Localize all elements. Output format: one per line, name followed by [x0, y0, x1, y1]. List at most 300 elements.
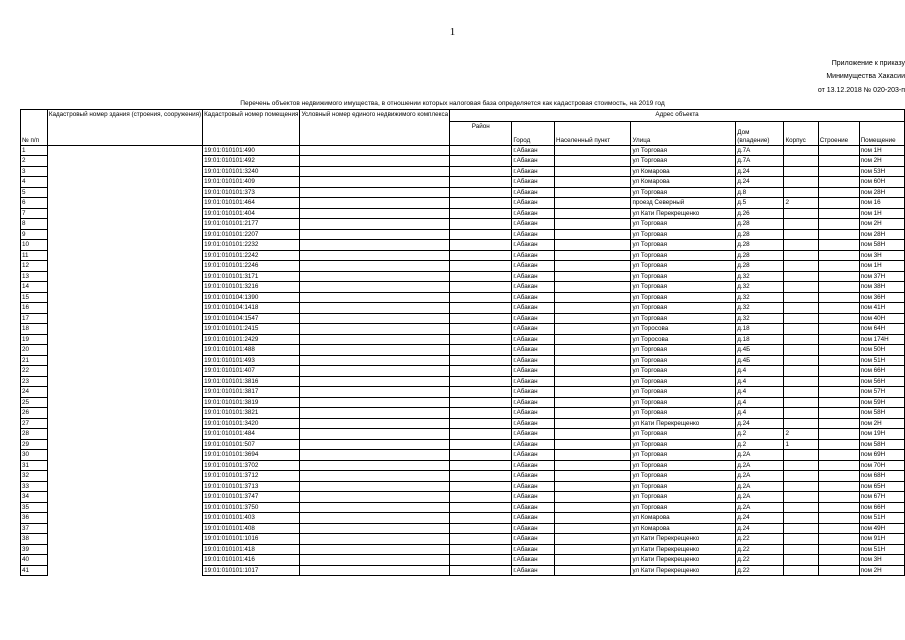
cell-korpus [784, 544, 818, 555]
cell-korpus [784, 187, 818, 198]
cell-num: 25 [21, 397, 48, 408]
cell-cad-building [47, 334, 202, 345]
cell-street: ул Торговая [631, 187, 736, 198]
header-unified: Условный номер единого недвижимого комплекса [300, 110, 450, 146]
cell-room: пом 51Н [859, 544, 904, 555]
cell-cad-building [47, 156, 202, 167]
cell-district [450, 334, 512, 345]
cell-cad-building [47, 187, 202, 198]
cell-settlement [554, 271, 630, 282]
cell-cad-room: 19:01:010101:1016 [203, 534, 300, 545]
cell-cad-room: 19:01:010101:2242 [203, 250, 300, 261]
cell-unified [300, 471, 450, 482]
page-number: 1 [449, 26, 456, 38]
cell-korpus: 2 [784, 429, 818, 440]
cell-korpus: 2 [784, 198, 818, 209]
cell-house: д.4Б [736, 345, 784, 356]
table-row [21, 219, 905, 230]
cell-unified [300, 177, 450, 188]
cell-korpus [784, 177, 818, 188]
cell-district [450, 271, 512, 282]
cell-city: г.Абакан [512, 397, 555, 408]
cell-house: д.2А [736, 502, 784, 513]
cell-settlement [554, 376, 630, 387]
cell-cad-room: 19:01:010104:1418 [203, 303, 300, 314]
cell-building [818, 198, 859, 209]
cell-korpus [784, 292, 818, 303]
header-settlement: Населенный пункт [554, 121, 630, 145]
cell-district [450, 397, 512, 408]
cell-street: ул Кати Перекрещенко [631, 555, 736, 566]
cell-district [450, 366, 512, 377]
cell-city: г.Абакан [512, 208, 555, 219]
table-row [21, 177, 905, 188]
cell-room: пом 2Н [859, 156, 904, 167]
cell-room: пом 51Н [859, 513, 904, 524]
cell-korpus [784, 166, 818, 177]
cell-num: 7 [21, 208, 48, 219]
table-row [21, 271, 905, 282]
cell-city: г.Абакан [512, 387, 555, 398]
cell-building [818, 219, 859, 230]
cell-korpus [784, 513, 818, 524]
cell-cad-building [47, 534, 202, 545]
cell-settlement [554, 471, 630, 482]
cell-unified [300, 387, 450, 398]
cell-num: 23 [21, 376, 48, 387]
cell-unified [300, 408, 450, 419]
cell-num: 19 [21, 334, 48, 345]
cell-room: пом 57Н [859, 387, 904, 398]
cell-room: пом 19Н [859, 429, 904, 440]
cell-cad-room: 19:01:010101:3713 [203, 481, 300, 492]
cell-district [450, 513, 512, 524]
cell-room: пом 174Н [859, 334, 904, 345]
cell-korpus [784, 492, 818, 503]
cell-street: ул Комарова [631, 523, 736, 534]
cell-city: г.Абакан [512, 492, 555, 503]
cell-unified [300, 513, 450, 524]
cell-unified [300, 565, 450, 576]
cell-house: д.28 [736, 261, 784, 272]
cell-house: д.7А [736, 145, 784, 156]
cell-korpus [784, 387, 818, 398]
header-house: Дом (владение) [736, 121, 784, 145]
cell-settlement [554, 187, 630, 198]
cell-building [818, 555, 859, 566]
header-cad-building: Кадастровый номер здания (строения, сооружения) [47, 110, 202, 146]
cell-house: д.2А [736, 492, 784, 503]
cell-district [450, 145, 512, 156]
cell-district [450, 208, 512, 219]
cell-cad-building [47, 471, 202, 482]
cell-house: д.24 [736, 523, 784, 534]
cell-building [818, 408, 859, 419]
cell-cad-room: 19:01:010101:3750 [203, 502, 300, 513]
cell-street: ул Торговая [631, 250, 736, 261]
cell-korpus [784, 303, 818, 314]
cell-building [818, 187, 859, 198]
table-row [21, 534, 905, 545]
cell-unified [300, 345, 450, 356]
cell-city: г.Абакан [512, 450, 555, 461]
cell-cad-room: 19:01:010101:3712 [203, 471, 300, 482]
cell-district [450, 555, 512, 566]
cell-settlement [554, 292, 630, 303]
cell-settlement [554, 544, 630, 555]
cell-city: г.Абакан [512, 513, 555, 524]
cell-korpus [784, 282, 818, 293]
cell-building [818, 471, 859, 482]
table-row [21, 471, 905, 482]
cell-city: г.Абакан [512, 219, 555, 230]
cell-room: пом 53Н [859, 166, 904, 177]
cell-room: пом 70Н [859, 460, 904, 471]
cell-house: д.7А [736, 156, 784, 167]
cell-district [450, 492, 512, 503]
cell-cad-room: 19:01:010101:464 [203, 198, 300, 209]
cell-building [818, 145, 859, 156]
cell-house: д.22 [736, 534, 784, 545]
cell-korpus [784, 313, 818, 324]
cell-district [450, 250, 512, 261]
cell-street: ул Кати Перекрещенко [631, 418, 736, 429]
cell-num: 11 [21, 250, 48, 261]
table-row [21, 418, 905, 429]
cell-street: ул Торговая [631, 282, 736, 293]
cell-korpus [784, 334, 818, 345]
cell-district [450, 219, 512, 230]
cell-district [450, 534, 512, 545]
cell-city: г.Абакан [512, 376, 555, 387]
cell-unified [300, 261, 450, 272]
cell-street: ул Торговая [631, 460, 736, 471]
cell-unified [300, 208, 450, 219]
table-row [21, 166, 905, 177]
cell-street: ул Торговая [631, 481, 736, 492]
cell-unified [300, 523, 450, 534]
cell-city: г.Абакан [512, 229, 555, 240]
cell-num: 32 [21, 471, 48, 482]
cell-settlement [554, 324, 630, 335]
cell-building [818, 502, 859, 513]
cell-cad-building [47, 345, 202, 356]
cell-city: г.Абакан [512, 471, 555, 482]
cell-korpus [784, 471, 818, 482]
cell-korpus [784, 523, 818, 534]
cell-cad-building [47, 198, 202, 209]
cell-street: ул Торговая [631, 502, 736, 513]
cell-district [450, 376, 512, 387]
cell-cad-room: 19:01:010101:2177 [203, 219, 300, 230]
cell-house: д.2А [736, 471, 784, 482]
cell-street: ул Торговая [631, 471, 736, 482]
cell-cad-building [47, 166, 202, 177]
cell-city: г.Абакан [512, 345, 555, 356]
cell-cad-building [47, 555, 202, 566]
cell-unified [300, 324, 450, 335]
cell-cad-building [47, 219, 202, 230]
cell-cad-building [47, 324, 202, 335]
cell-unified [300, 156, 450, 167]
cell-korpus [784, 345, 818, 356]
cell-building [818, 565, 859, 576]
cell-street: ул Торговая [631, 387, 736, 398]
table-row [21, 450, 905, 461]
cell-num: 10 [21, 240, 48, 251]
cell-room: пом 1Н [859, 261, 904, 272]
table-row [21, 523, 905, 534]
cell-settlement [554, 429, 630, 440]
cell-unified [300, 429, 450, 440]
cell-unified [300, 271, 450, 282]
cell-settlement [554, 418, 630, 429]
cell-building [818, 229, 859, 240]
cell-house: д.2А [736, 481, 784, 492]
cell-unified [300, 450, 450, 461]
cell-settlement [554, 450, 630, 461]
cell-district [450, 544, 512, 555]
cell-settlement [554, 492, 630, 503]
cell-street: ул Торговая [631, 397, 736, 408]
cell-unified [300, 492, 450, 503]
table-row [21, 513, 905, 524]
cell-num: 37 [21, 523, 48, 534]
cell-room: пом 58Н [859, 240, 904, 251]
cell-korpus [784, 376, 818, 387]
cell-city: г.Абакан [512, 534, 555, 545]
header-street: Улица [631, 121, 736, 145]
cell-cad-building [47, 565, 202, 576]
appendix-line-1: Приложение к приказу [831, 60, 905, 67]
cell-num: 13 [21, 271, 48, 282]
header-building: Строение [818, 121, 859, 145]
cell-cad-building [47, 492, 202, 503]
cell-house: д.4 [736, 397, 784, 408]
cell-city: г.Абакан [512, 544, 555, 555]
cell-num: 22 [21, 366, 48, 377]
cell-unified [300, 282, 450, 293]
cell-house: д.24 [736, 177, 784, 188]
cell-num: 39 [21, 544, 48, 555]
cell-settlement [554, 229, 630, 240]
table-row [21, 187, 905, 198]
cell-district [450, 471, 512, 482]
cell-cad-building [47, 502, 202, 513]
cell-city: г.Абакан [512, 481, 555, 492]
cell-korpus [784, 450, 818, 461]
cell-korpus: 1 [784, 439, 818, 450]
table-row [21, 492, 905, 503]
cell-city: г.Абакан [512, 156, 555, 167]
cell-cad-building [47, 523, 202, 534]
cell-district [450, 460, 512, 471]
table-row [21, 208, 905, 219]
cell-num: 36 [21, 513, 48, 524]
cell-building [818, 366, 859, 377]
cell-unified [300, 334, 450, 345]
cell-settlement [554, 397, 630, 408]
cell-room: пом 56Н [859, 376, 904, 387]
cell-cad-room: 19:01:010101:2207 [203, 229, 300, 240]
appendix-line-3: от 13.12.2018 № 020-203-п [817, 87, 905, 94]
cell-district [450, 303, 512, 314]
cell-house: д.22 [736, 544, 784, 555]
cell-cad-building [47, 261, 202, 272]
header-num: № п/п [21, 110, 48, 146]
cell-street: ул Торговая [631, 355, 736, 366]
cell-room: пом 58Н [859, 439, 904, 450]
cell-cad-room: 19:01:010101:2232 [203, 240, 300, 251]
table-row [21, 408, 905, 419]
header-korpus: Корпус [784, 121, 818, 145]
cell-street: ул Торговая [631, 271, 736, 282]
cell-house: д.28 [736, 240, 784, 251]
cell-korpus [784, 418, 818, 429]
cell-cad-room: 19:01:010101:408 [203, 523, 300, 534]
cell-room: пом 2Н [859, 565, 904, 576]
cell-num: 15 [21, 292, 48, 303]
cell-city: г.Абакан [512, 282, 555, 293]
cell-district [450, 177, 512, 188]
cell-street: ул Комарова [631, 177, 736, 188]
cell-house: д.32 [736, 313, 784, 324]
cell-street: ул Торговая [631, 240, 736, 251]
cell-korpus [784, 219, 818, 230]
cell-korpus [784, 397, 818, 408]
cell-building [818, 271, 859, 282]
cell-city: г.Абакан [512, 523, 555, 534]
cell-settlement [554, 387, 630, 398]
property-table [20, 109, 905, 576]
cell-room: пом 38Н [859, 282, 904, 293]
cell-house: д.22 [736, 565, 784, 576]
cell-settlement [554, 502, 630, 513]
cell-cad-room: 19:01:010101:3216 [203, 282, 300, 293]
cell-cad-building [47, 303, 202, 314]
cell-street: ул Торговая [631, 156, 736, 167]
cell-num: 21 [21, 355, 48, 366]
cell-district [450, 187, 512, 198]
cell-building [818, 324, 859, 335]
cell-room: пом 28Н [859, 187, 904, 198]
cell-street: ул Торосова [631, 334, 736, 345]
cell-city: г.Абакан [512, 334, 555, 345]
cell-room: пом 41Н [859, 303, 904, 314]
cell-settlement [554, 166, 630, 177]
cell-korpus [784, 460, 818, 471]
cell-settlement [554, 513, 630, 524]
cell-city: г.Абакан [512, 271, 555, 282]
cell-street: ул Торговая [631, 429, 736, 440]
cell-city: г.Абакан [512, 565, 555, 576]
cell-cad-room: 19:01:010101:2415 [203, 324, 300, 335]
cell-city: г.Абакан [512, 460, 555, 471]
cell-settlement [554, 145, 630, 156]
cell-room: пом 16 [859, 198, 904, 209]
cell-street: ул Торговая [631, 492, 736, 503]
cell-cad-room: 19:01:010101:2246 [203, 261, 300, 272]
cell-house: д.28 [736, 250, 784, 261]
cell-street: ул Торговая [631, 229, 736, 240]
cell-korpus [784, 502, 818, 513]
cell-building [818, 240, 859, 251]
cell-korpus [784, 408, 818, 419]
cell-num: 3 [21, 166, 48, 177]
cell-unified [300, 555, 450, 566]
cell-unified [300, 397, 450, 408]
cell-unified [300, 366, 450, 377]
cell-district [450, 345, 512, 356]
table-row [21, 481, 905, 492]
cell-city: г.Абакан [512, 240, 555, 251]
appendix-line-2: Минимущества Хакасии [826, 73, 905, 80]
cell-district [450, 229, 512, 240]
table-row [21, 229, 905, 240]
cell-city: г.Абакан [512, 187, 555, 198]
cell-room: пом 50Н [859, 345, 904, 356]
table-row [21, 145, 905, 156]
cell-cad-building [47, 429, 202, 440]
cell-house: д.2 [736, 429, 784, 440]
cell-cad-building [47, 408, 202, 419]
header-district: Район [450, 121, 512, 145]
cell-house: д.28 [736, 219, 784, 230]
cell-cad-room: 19:01:010101:492 [203, 156, 300, 167]
cell-house: д.32 [736, 271, 784, 282]
cell-district [450, 523, 512, 534]
cell-settlement [554, 555, 630, 566]
cell-building [818, 250, 859, 261]
header-room: Помещение [859, 121, 904, 145]
cell-num: 40 [21, 555, 48, 566]
cell-num: 27 [21, 418, 48, 429]
cell-street: ул Комарова [631, 513, 736, 524]
cell-street: ул Торговая [631, 145, 736, 156]
cell-room: пом 68Н [859, 471, 904, 482]
cell-num: 24 [21, 387, 48, 398]
cell-district [450, 439, 512, 450]
cell-house: д.2А [736, 460, 784, 471]
cell-building [818, 208, 859, 219]
cell-settlement [554, 366, 630, 377]
cell-num: 1 [21, 145, 48, 156]
cell-building [818, 450, 859, 461]
cell-district [450, 481, 512, 492]
cell-num: 31 [21, 460, 48, 471]
cell-house: д.22 [736, 555, 784, 566]
cell-district [450, 324, 512, 335]
cell-city: г.Абакан [512, 439, 555, 450]
cell-cad-room: 19:01:010101:3817 [203, 387, 300, 398]
table-row [21, 565, 905, 576]
table-row [21, 250, 905, 261]
cell-building [818, 523, 859, 534]
cell-room: пом 65Н [859, 481, 904, 492]
header-cad-room: Кадастровый номер помещения [203, 110, 300, 146]
cell-building [818, 429, 859, 440]
cell-num: 38 [21, 534, 48, 545]
cell-korpus [784, 481, 818, 492]
cell-building [818, 303, 859, 314]
cell-cad-building [47, 208, 202, 219]
cell-settlement [554, 460, 630, 471]
cell-settlement [554, 481, 630, 492]
cell-house: д.24 [736, 166, 784, 177]
cell-room: пом 67Н [859, 492, 904, 503]
cell-street: ул Торговая [631, 313, 736, 324]
cell-unified [300, 303, 450, 314]
